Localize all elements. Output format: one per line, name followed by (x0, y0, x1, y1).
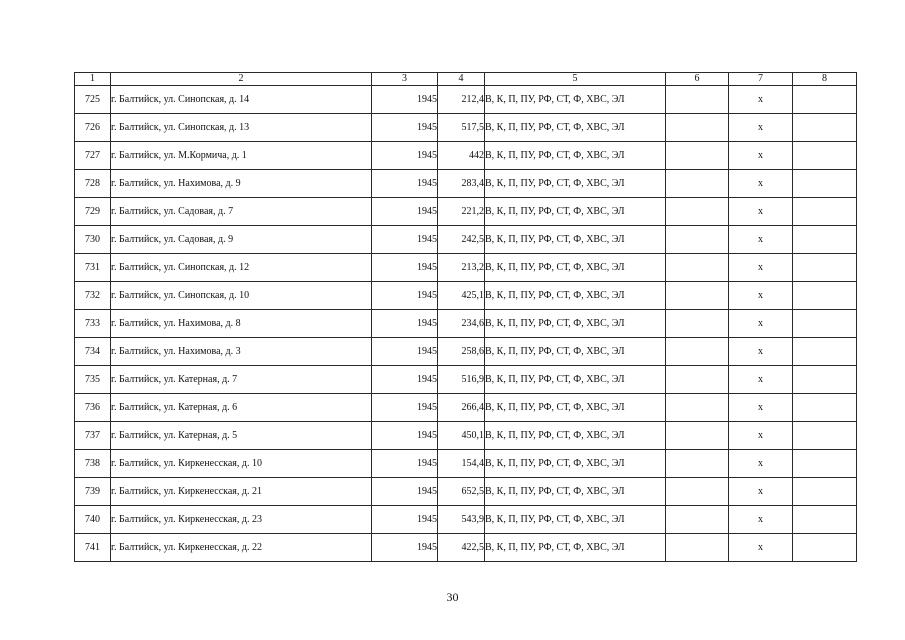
column-6-cell (666, 422, 729, 450)
address-cell: г. Балтийск, ул. Садовая, д. 7 (111, 198, 372, 226)
year-built-cell: 1945 (372, 478, 438, 506)
column-6-cell (666, 394, 729, 422)
year-built-cell: 1945 (372, 450, 438, 478)
page-number: 30 (446, 590, 459, 604)
column-7-cell: х (729, 114, 793, 142)
column-8-cell (793, 310, 857, 338)
address-cell: г. Балтийск, ул. Синопская, д. 12 (111, 254, 372, 282)
header-cell-5: 5 (485, 73, 666, 86)
row-number-cell: 741 (75, 534, 111, 562)
services-cell: В, К, П, ПУ, РФ, СТ, Ф, ХВС, ЭЛ (485, 86, 666, 114)
column-7-cell: х (729, 170, 793, 198)
column-6-cell (666, 86, 729, 114)
column-8-cell (793, 142, 857, 170)
services-cell: В, К, П, ПУ, РФ, СТ, Ф, ХВС, ЭЛ (485, 226, 666, 254)
address-cell: г. Балтийск, ул. Катерная, д. 6 (111, 394, 372, 422)
column-6-cell (666, 338, 729, 366)
row-number-cell: 736 (75, 394, 111, 422)
column-6-cell (666, 282, 729, 310)
row-number-cell: 726 (75, 114, 111, 142)
table-row (75, 170, 857, 198)
column-8-cell (793, 450, 857, 478)
table-row (75, 142, 857, 170)
column-8-cell (793, 506, 857, 534)
area-cell: 543,9 (438, 506, 485, 534)
area-cell: 242,5 (438, 226, 485, 254)
column-6-cell (666, 366, 729, 394)
row-number-cell: 737 (75, 422, 111, 450)
area-cell: 212,4 (438, 86, 485, 114)
column-6-cell (666, 506, 729, 534)
area-cell: 516,9 (438, 366, 485, 394)
year-built-cell: 1945 (372, 114, 438, 142)
column-6-cell (666, 450, 729, 478)
address-cell: г. Балтийск, ул. Нахимова, д. 3 (111, 338, 372, 366)
row-number-cell: 728 (75, 170, 111, 198)
table-row (75, 422, 857, 450)
area-cell: 425,1 (438, 282, 485, 310)
row-number-cell: 738 (75, 450, 111, 478)
year-built-cell: 1945 (372, 142, 438, 170)
table-row (75, 86, 857, 114)
year-built-cell: 1945 (372, 534, 438, 562)
column-7-cell: х (729, 422, 793, 450)
address-cell: г. Балтийск, ул. Катерная, д. 7 (111, 366, 372, 394)
services-cell: В, К, П, ПУ, РФ, СТ, Ф, ХВС, ЭЛ (485, 282, 666, 310)
row-number-cell: 731 (75, 254, 111, 282)
services-cell: В, К, П, ПУ, РФ, СТ, Ф, ХВС, ЭЛ (485, 506, 666, 534)
area-cell: 266,4 (438, 394, 485, 422)
header-cell-3: 3 (372, 73, 438, 86)
row-number-cell: 735 (75, 366, 111, 394)
year-built-cell: 1945 (372, 394, 438, 422)
area-cell: 154,4 (438, 450, 485, 478)
services-cell: В, К, П, ПУ, РФ, СТ, Ф, ХВС, ЭЛ (485, 198, 666, 226)
address-cell: г. Балтийск, ул. Киркенесская, д. 21 (111, 478, 372, 506)
services-cell: В, К, П, ПУ, РФ, СТ, Ф, ХВС, ЭЛ (485, 394, 666, 422)
table-row (75, 450, 857, 478)
column-7-cell: х (729, 366, 793, 394)
address-cell: г. Балтийск, ул. М.Кормича, д. 1 (111, 142, 372, 170)
year-built-cell: 1945 (372, 366, 438, 394)
header-cell-1: 1 (75, 73, 111, 86)
column-7-cell: х (729, 310, 793, 338)
table-row (75, 198, 857, 226)
area-cell: 442 (438, 142, 485, 170)
address-cell: г. Балтийск, ул. Нахимова, д. 8 (111, 310, 372, 338)
table-row (75, 534, 857, 562)
table-row (75, 282, 857, 310)
column-7-cell: х (729, 254, 793, 282)
services-cell: В, К, П, ПУ, РФ, СТ, Ф, ХВС, ЭЛ (485, 310, 666, 338)
area-cell: 422,5 (438, 534, 485, 562)
services-cell: В, К, П, ПУ, РФ, СТ, Ф, ХВС, ЭЛ (485, 450, 666, 478)
year-built-cell: 1945 (372, 338, 438, 366)
column-8-cell (793, 86, 857, 114)
column-6-cell (666, 478, 729, 506)
area-cell: 450,1 (438, 422, 485, 450)
column-7-cell: х (729, 478, 793, 506)
column-7-cell: х (729, 506, 793, 534)
column-8-cell (793, 534, 857, 562)
table-row (75, 254, 857, 282)
address-cell: г. Балтийск, ул. Киркенесская, д. 10 (111, 450, 372, 478)
row-number-cell: 733 (75, 310, 111, 338)
area-cell: 234,6 (438, 310, 485, 338)
address-cell: г. Балтийск, ул. Синопская, д. 13 (111, 114, 372, 142)
address-cell: г. Балтийск, ул. Садовая, д. 9 (111, 226, 372, 254)
column-8-cell (793, 422, 857, 450)
column-6-cell (666, 198, 729, 226)
services-cell: В, К, П, ПУ, РФ, СТ, Ф, ХВС, ЭЛ (485, 422, 666, 450)
row-number-cell: 727 (75, 142, 111, 170)
column-7-cell: х (729, 142, 793, 170)
table-row (75, 338, 857, 366)
column-6-cell (666, 142, 729, 170)
table-row (75, 310, 857, 338)
housing-register-table (74, 72, 857, 562)
row-number-cell: 739 (75, 478, 111, 506)
services-cell: В, К, П, ПУ, РФ, СТ, Ф, ХВС, ЭЛ (485, 170, 666, 198)
column-8-cell (793, 254, 857, 282)
address-cell: г. Балтийск, ул. Киркенесская, д. 23 (111, 506, 372, 534)
table-row (75, 366, 857, 394)
column-7-cell: х (729, 394, 793, 422)
year-built-cell: 1945 (372, 422, 438, 450)
row-number-cell: 734 (75, 338, 111, 366)
column-6-cell (666, 310, 729, 338)
services-cell: В, К, П, ПУ, РФ, СТ, Ф, ХВС, ЭЛ (485, 254, 666, 282)
area-cell: 652,5 (438, 478, 485, 506)
table-row (75, 506, 857, 534)
column-8-cell (793, 226, 857, 254)
column-8-cell (793, 366, 857, 394)
row-number-cell: 729 (75, 198, 111, 226)
services-cell: В, К, П, ПУ, РФ, СТ, Ф, ХВС, ЭЛ (485, 534, 666, 562)
year-built-cell: 1945 (372, 170, 438, 198)
address-cell: г. Балтийск, ул. Синопская, д. 10 (111, 282, 372, 310)
row-number-cell: 740 (75, 506, 111, 534)
column-number-header-row (75, 73, 857, 86)
area-cell: 213,2 (438, 254, 485, 282)
year-built-cell: 1945 (372, 506, 438, 534)
column-7-cell: х (729, 226, 793, 254)
column-8-cell (793, 478, 857, 506)
services-cell: В, К, П, ПУ, РФ, СТ, Ф, ХВС, ЭЛ (485, 142, 666, 170)
column-8-cell (793, 198, 857, 226)
address-cell: г. Балтийск, ул. Катерная, д. 5 (111, 422, 372, 450)
header-cell-6: 6 (666, 73, 729, 86)
column-6-cell (666, 226, 729, 254)
row-number-cell: 730 (75, 226, 111, 254)
area-cell: 517,5 (438, 114, 485, 142)
year-built-cell: 1945 (372, 86, 438, 114)
year-built-cell: 1945 (372, 198, 438, 226)
year-built-cell: 1945 (372, 226, 438, 254)
column-7-cell: х (729, 338, 793, 366)
services-cell: В, К, П, ПУ, РФ, СТ, Ф, ХВС, ЭЛ (485, 114, 666, 142)
row-number-cell: 725 (75, 86, 111, 114)
services-cell: В, К, П, ПУ, РФ, СТ, Ф, ХВС, ЭЛ (485, 478, 666, 506)
area-cell: 258,6 (438, 338, 485, 366)
column-7-cell: х (729, 282, 793, 310)
table-row (75, 114, 857, 142)
area-cell: 221,2 (438, 198, 485, 226)
services-cell: В, К, П, ПУ, РФ, СТ, Ф, ХВС, ЭЛ (485, 366, 666, 394)
row-number-cell: 732 (75, 282, 111, 310)
header-cell-7: 7 (729, 73, 793, 86)
column-6-cell (666, 254, 729, 282)
table-row (75, 394, 857, 422)
column-8-cell (793, 338, 857, 366)
header-cell-2: 2 (111, 73, 372, 86)
table-body (75, 73, 857, 562)
column-8-cell (793, 114, 857, 142)
column-7-cell: х (729, 86, 793, 114)
year-built-cell: 1945 (372, 310, 438, 338)
area-cell: 283,4 (438, 170, 485, 198)
column-8-cell (793, 394, 857, 422)
year-built-cell: 1945 (372, 282, 438, 310)
table-row (75, 478, 857, 506)
column-8-cell (793, 282, 857, 310)
address-cell: г. Балтийск, ул. Нахимова, д. 9 (111, 170, 372, 198)
column-6-cell (666, 170, 729, 198)
services-cell: В, К, П, ПУ, РФ, СТ, Ф, ХВС, ЭЛ (485, 338, 666, 366)
address-cell: г. Балтийск, ул. Киркенесская, д. 22 (111, 534, 372, 562)
column-6-cell (666, 534, 729, 562)
column-8-cell (793, 170, 857, 198)
header-cell-4: 4 (438, 73, 485, 86)
column-6-cell (666, 114, 729, 142)
column-7-cell: х (729, 450, 793, 478)
header-cell-8: 8 (793, 73, 857, 86)
table-row (75, 226, 857, 254)
column-7-cell: х (729, 534, 793, 562)
address-cell: г. Балтийск, ул. Синопская, д. 14 (111, 86, 372, 114)
column-7-cell: х (729, 198, 793, 226)
year-built-cell: 1945 (372, 254, 438, 282)
